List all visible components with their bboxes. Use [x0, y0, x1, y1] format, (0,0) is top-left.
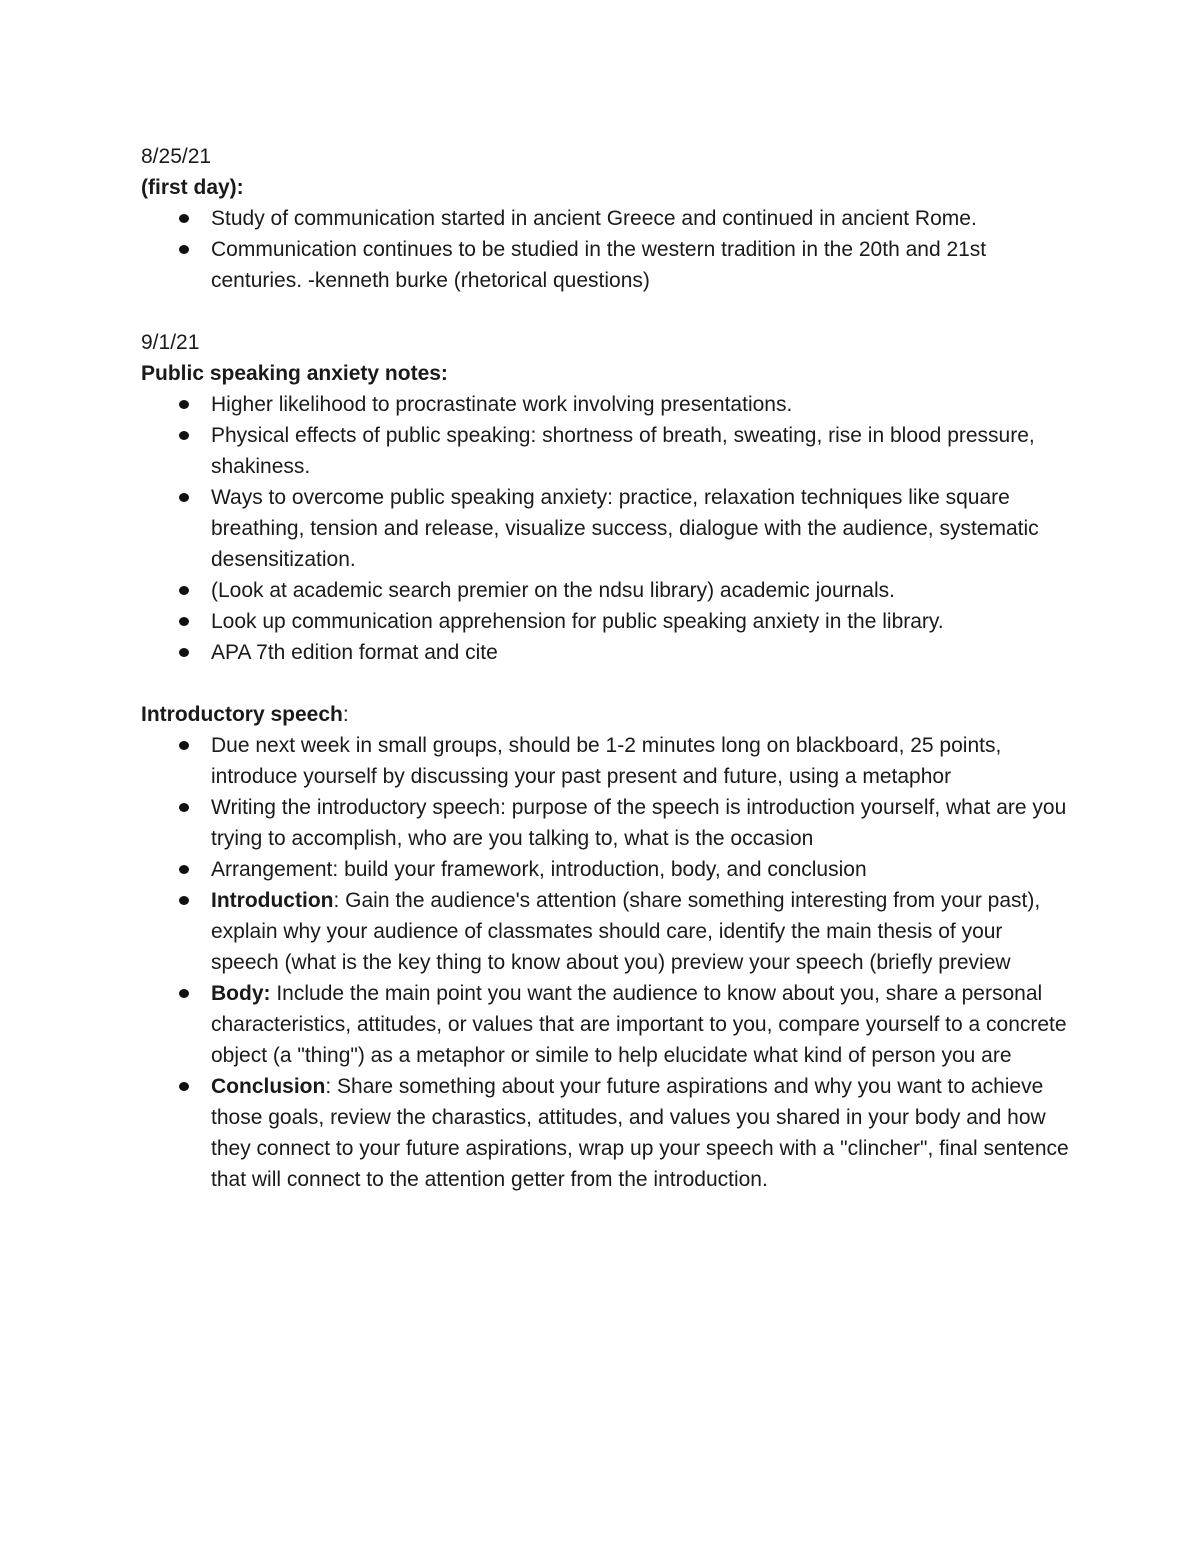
- list-item: Physical effects of public speaking: shortness of breath, sweating, rise in blood pressure, shakiness.: [141, 420, 1071, 482]
- bullet-icon: [179, 431, 189, 440]
- bullet-icon: [179, 586, 189, 595]
- list-item: Higher likelihood to procrastinate work involving presentations.: [141, 389, 1071, 420]
- bullet-icon: [179, 989, 189, 998]
- heading-public-speaking-anxiety: Public speaking anxiety notes:: [141, 362, 448, 385]
- bullet-icon: [179, 648, 189, 657]
- bullet-icon: [179, 1082, 189, 1091]
- list-item: APA 7th edition format and cite: [141, 637, 1071, 668]
- introductory-speech-bullet-list: [141, 730, 1071, 1195]
- bullet-icon: [179, 400, 189, 409]
- bullet-icon: [179, 896, 189, 905]
- bullet-icon: [179, 214, 189, 223]
- list-item-conclusion: Conclusion: Share something about your future aspirations and why you want to achieve those goals, review the charastics, attitudes, and values you shared in your body and how they connect to your future aspirations, wrap up your speech with a "clincher", final sentence that will connect to the attention getter from the introduction.: [141, 1071, 1071, 1195]
- anxiety-bullet-list: [141, 389, 1071, 668]
- list-item: Communication continues to be studied in the western tradition in the 20th and 21st centuries. -kenneth burke (rhetorical questions): [141, 234, 1071, 296]
- document-page: [141, 141, 1071, 1195]
- list-item: Due next week in small groups, should be 1-2 minutes long on blackboard, 25 points, introduce yourself by discussing your past present and future, using a metaphor: [141, 730, 1071, 792]
- spacer: [141, 668, 1071, 699]
- bullet-icon: [179, 803, 189, 812]
- spacer: [141, 296, 1071, 327]
- list-item: Look up communication apprehension for public speaking anxiety in the library.: [141, 606, 1071, 637]
- first-day-bullet-list: [141, 203, 1071, 296]
- date-8-25-21: 8/25/21: [141, 145, 212, 168]
- bullet-icon: [179, 741, 189, 750]
- list-item: (Look at academic search premier on the ndsu library) academic journals.: [141, 575, 1071, 606]
- bullet-icon: [179, 617, 189, 626]
- list-item-introduction: Introduction: Gain the audience's attention (share something interesting from your past), explain why your audience of classmates should care, identify the main thesis of your speech (what is the key thing to know about you) preview your speech (briefly preview: [141, 885, 1071, 978]
- bullet-icon: [179, 245, 189, 254]
- list-item: Study of communication started in ancient Greece and continued in ancient Rome.: [141, 203, 1071, 234]
- list-item: Writing the introductory speech: purpose of the speech is introduction yourself, what are you trying to accomplish, who are you talking to, what is the occasion: [141, 792, 1071, 854]
- list-item: Ways to overcome public speaking anxiety: practice, relaxation techniques like square breathing, tension and release, visualize success, dialogue with the audience, systematic desensitization.: [141, 482, 1071, 575]
- label-body: Body:: [211, 982, 271, 1005]
- label-conclusion: Conclusion: [211, 1075, 326, 1098]
- bullet-icon: [179, 493, 189, 502]
- bullet-icon: [179, 865, 189, 874]
- heading-introductory-speech: Introductory speech:: [141, 703, 349, 726]
- list-item: Arrangement: build your framework, introduction, body, and conclusion: [141, 854, 1071, 885]
- date-9-1-21: 9/1/21: [141, 331, 200, 354]
- heading-first-day: (first day):: [141, 176, 244, 199]
- label-introduction: Introduction: [211, 889, 334, 912]
- list-item-body: Body: Include the main point you want the audience to know about you, share a personal characteristics, attitudes, or values that are important to you, compare yourself to a concrete object (a "thing") as a metaphor or simile to help elucidate what kind of person you are: [141, 978, 1071, 1071]
